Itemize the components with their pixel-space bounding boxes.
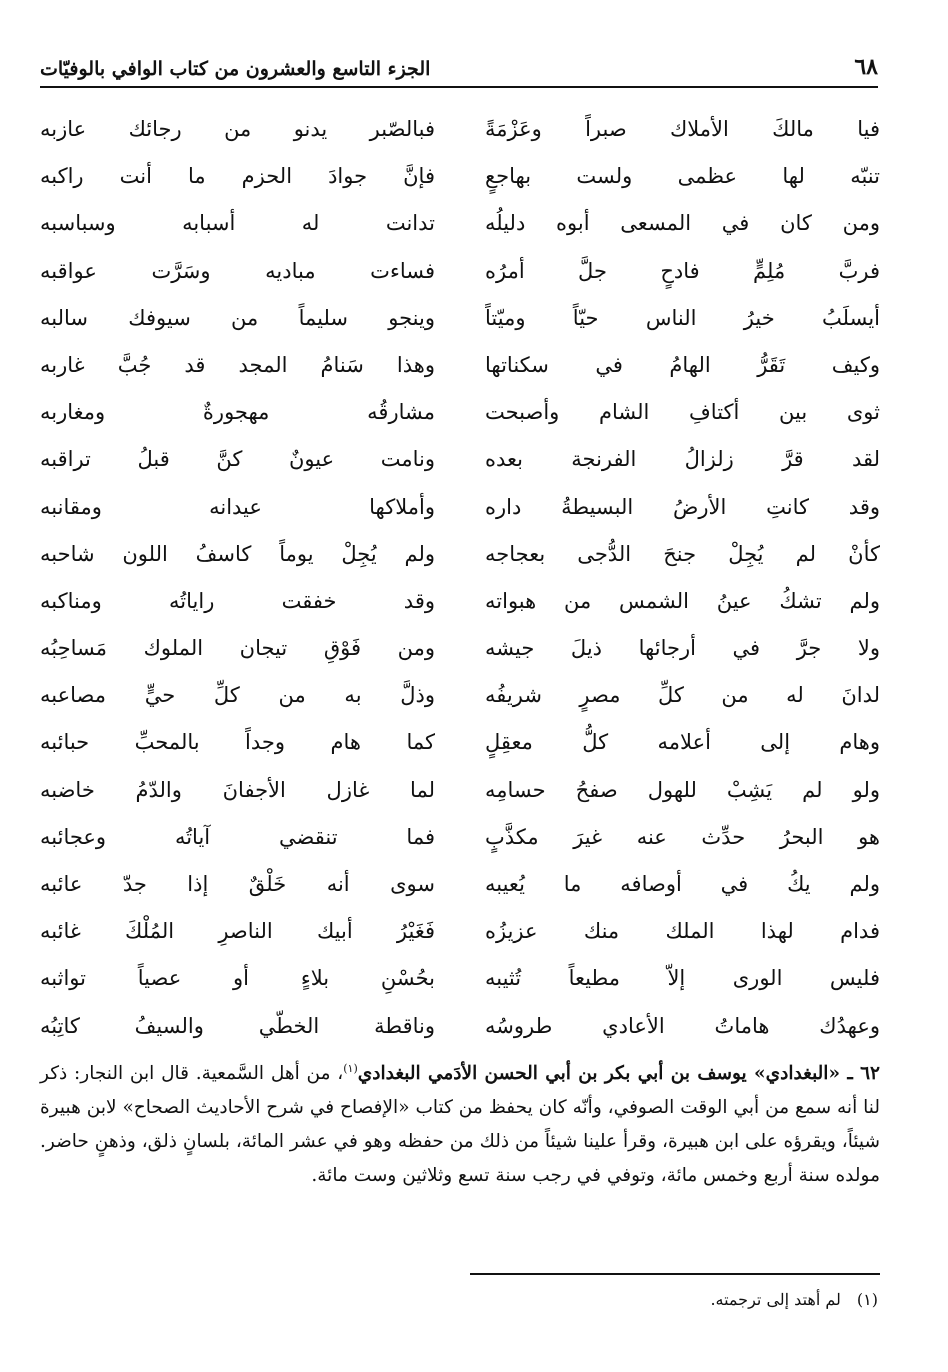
verse-second-half: ولم يُجِلْ يوماً كاسفُ اللون شاحبه bbox=[40, 541, 435, 566]
verse-first-half: كأنْ لم يُجِلْ جنحَ الدُّجى بعجاجه bbox=[485, 541, 880, 566]
verse-second-half: ومن فَوْقِ تيجان الملوك مَساحِبُه bbox=[40, 636, 435, 661]
verse-second-half: تدانت له أسبابه وسباسبه bbox=[40, 211, 435, 236]
poem-second-hemistichs bbox=[40, 106, 435, 1050]
verse-first-half: ولم يكُ في أوصافه ما يُعيبه bbox=[485, 872, 880, 896]
verse-first-half: أيسلَبُ خيرُ الناس حيّاً وميّتاً bbox=[485, 305, 880, 330]
verse-second-half: فبالصّبر يدنو من رجائك عازبه bbox=[40, 117, 435, 141]
page-number: ٦٨ bbox=[854, 54, 878, 80]
verse-second-half: بحُسْنِ بلاءٍ أو عصياً تواثبه bbox=[40, 966, 435, 991]
poem-first-hemistichs bbox=[485, 106, 880, 1050]
verse-second-half: وناقطة الخطّي والسيفُ كاتِبُه bbox=[40, 1013, 435, 1038]
verse-first-half: وهام إلى أعلامه كلُّ معقِلٍ bbox=[485, 730, 880, 755]
verse-second-half: وذلَّ به من كلِّ حيٍّ مصاعبه bbox=[40, 683, 435, 708]
verse-first-half: ولو لم يَشِبْ للهول صفحُ حسامِه bbox=[485, 777, 880, 802]
verse-first-half: فدام لهذا الملك منك عزيزُه bbox=[485, 919, 880, 944]
verse-first-half: تنبّه لها عظمى ولست بهاجعٍ bbox=[485, 164, 880, 189]
page-header bbox=[40, 44, 878, 88]
verse-second-half: سوى أنه خَلْقٌ إذا جدّ عائبه bbox=[40, 872, 435, 896]
verse-second-half: لما غازل الأجفانَ والدّمُ خاضبه bbox=[40, 777, 435, 802]
running-title: الجزء التاسع والعشرون من كتاب الوافي بالوفيّات bbox=[40, 58, 431, 80]
verse-first-half: لدانَ له من كلِّ مصرٍ شريفُه bbox=[485, 683, 880, 708]
verse-second-half: وهذا سَنامُ المجد قد جُبَّ غاربه bbox=[40, 352, 435, 377]
verse-first-half: ولم تشكُ عينُ الشمس من هبواته bbox=[485, 588, 880, 613]
verse-first-half: ثوى بين أكتافِ الشام وأصبحت bbox=[485, 400, 880, 425]
entry-text: ، من أهل السَّمعية. قال ابن النجار: ذكر لنا أنه سمع من أبي الوقت الصوفي، وأنّه كان يحفظ من كتاب «الإفصاح في شرح الأحاديث الصحاح» لابن هبيرة شيئاً، ويقرؤه على ابن هبيرة، وقرأ علينا شيئاً من ذلك من حفظه وهو في عشر المائة، بلسانٍ ذلق، وذهنٍ حاضر. مولده سنة أربع وخمس مائة، وتوفي في رجب سنة تسع وثلاثين وست مائة. bbox=[40, 1063, 880, 1187]
verse-first-half: لقد قرَّ زلزالُ الفرنجة بعده bbox=[485, 447, 880, 472]
verse-second-half: فَغَيْرُ أبيك الناصرِ المُلْكَ غائبه bbox=[40, 919, 435, 944]
verse-first-half: فربَّ مُلِمٍّ فادحٍ جلَّ أمرُه bbox=[485, 258, 880, 283]
verse-first-half: هو البحرُ حدِّث عنه غيرَ مكذَّبٍ bbox=[485, 824, 880, 849]
verse-second-half: فإنَّ جوادَ الحزم ما أنت راكبه bbox=[40, 164, 435, 189]
verse-first-half: ومن كان في المسعى أبوه دليلُه bbox=[485, 211, 880, 236]
footnote-text: لم أهتد إلى ترجمته. bbox=[710, 1290, 841, 1309]
verse-second-half: وينجو سليماً من سيوفك سالبه bbox=[40, 305, 435, 330]
verse-second-half: فساءت مباديه وسَرَّت عواقبه bbox=[40, 258, 435, 283]
verse-second-half: فما تنقضي آياتُه وعجائبه bbox=[40, 824, 435, 849]
biography-entry bbox=[40, 1052, 880, 1193]
verse-first-half: فليس الورى إلاّ مطيعاً تُثيبه bbox=[485, 966, 880, 991]
verse-second-half: وأملاكها عيدانه ومقانبه bbox=[40, 494, 435, 519]
footnote-reference[interactable]: (١) bbox=[343, 1062, 358, 1075]
verse-second-half: كما هام وجداً بالمحبِّ حبائبه bbox=[40, 730, 435, 755]
footnote bbox=[710, 1290, 878, 1309]
verse-first-half: وعهدُك هاماتُ الأعادي طروسُه bbox=[485, 1013, 880, 1038]
verse-first-half: فيا مالكَ الأملاك صبراً وعَزْمَةً bbox=[485, 117, 880, 141]
verse-first-half: وكيف تَقَرُّ الهامُ في سكناتها bbox=[485, 352, 880, 377]
verse-second-half: مشارقُه مهجورةٌ ومغاربه bbox=[40, 400, 435, 425]
poem bbox=[40, 106, 880, 1051]
verse-first-half: وقد كانتِ الأرضُ البسيطةُ داره bbox=[485, 494, 880, 519]
verse-first-half: ولا جرَّ في أرجائها ذيلَ جيشه bbox=[485, 636, 880, 661]
verse-second-half: ونامت عيونٌ كنَّ قبلُ تراقبه bbox=[40, 447, 435, 472]
footnote-number: (١) bbox=[856, 1290, 878, 1309]
verse-second-half: وقد خفقت راياتُه ومناكبه bbox=[40, 588, 435, 613]
entry-heading: ٦٢ ـ «البغدادي» يوسف بن أبي بكر بن أبي الحسن الأدَمي البغدادي bbox=[357, 1063, 880, 1085]
footnote-divider bbox=[470, 1273, 880, 1275]
